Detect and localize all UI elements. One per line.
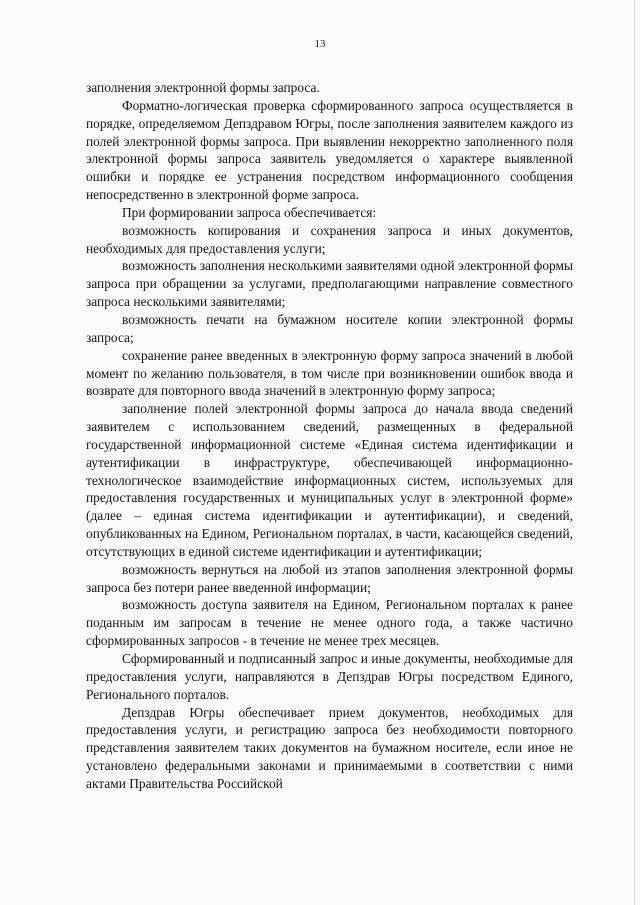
paragraph-format-check: Форматно-логическая проверка сформированного запроса осуществляется в порядке, определяемом Депздравом Югры, после заполнения заявителем каждого из полей электронной формы запроса. При выявлении некорректно заполненного поля электронной формы запроса заявитель уведомляется о характере выявленной ошибки и порядке ее устранения посредством информационного сообщения непосредственно в электронной форме запроса.	[86, 97, 573, 203]
paragraph-continuation: заполнения электронной формы запроса.	[86, 80, 320, 95]
paragraph-multiple-applicants: возможность заполнения несколькими заявителями одной электронной формы запроса при обращении за услугами, предполагающими направление совместного запроса несколькими заявителями;	[86, 258, 573, 310]
paragraph-document-acceptance: Депздрав Югры обеспечивает прием документов, необходимых для предоставления услуги, и регистрацию запроса без необходимости повторного представления заявителем таких документов на бумажном носителе, если иное не установлено федеральными законами и принимаемыми в соответствии с ними актами Правительства Российской	[86, 704, 573, 791]
paragraph-copy-save: возможность копирования и сохранения запроса и иных документов, необходимых для предоставления услуги;	[86, 222, 573, 256]
paragraph-save-values: сохранение ранее введенных в электронную форму запроса значений в любой момент по желанию пользователя, в том числе при возникновении ошибок ввода и возврате для повторного ввода значений в электронную форму запроса;	[86, 347, 573, 399]
paragraph-prefill-fields: заполнение полей электронной формы запроса до начала ввода сведений заявителем с использованием сведений, размещенных в федеральной государственной информационной системе «Единая система идентификации и аутентификации в инфраструктуре, обеспечивающей информационно-технологическое взаимодействие информационных систем, используемых для предоставления государственных и муниципальных услуг в электронной форме» (далее – единая система идентификации и аутентификации), и сведений, опубликованных на Едином, Региональном порталах, в части, касающейся сведений, отсутствующих в единой системе идентификации и аутентификации;	[86, 401, 573, 559]
page-number: 13	[314, 38, 326, 50]
page-edge-line	[634, 0, 635, 905]
document-body	[86, 79, 573, 793]
paragraph-access-requests: возможность доступа заявителя на Едином, Региональном порталах к ранее поданным им запросам в течение не менее одного года, а также частично сформированных запросов - в течение не менее трех месяцев.	[86, 597, 573, 649]
paragraph-submission: Сформированный и подписанный запрос и иные документы, необходимые для предоставления услуги, направляются в Депздрав Югры посредством Единого, Регионального порталов.	[86, 651, 573, 702]
paragraph-print-copy: возможность печати на бумажном носителе копии электронной формы запроса;	[86, 311, 573, 345]
paragraph-return-to-step: возможность вернуться на любой из этапов заполнения электронной формы запроса без потери ранее введенной информации;	[86, 561, 573, 595]
paragraph-request-formation-intro: При формировании запроса обеспечивается:	[122, 204, 377, 220]
